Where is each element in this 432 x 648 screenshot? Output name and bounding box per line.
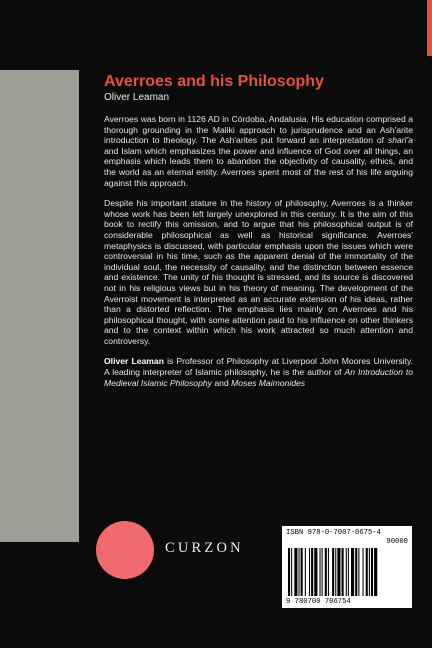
barcode-bar	[288, 548, 290, 596]
barcode-bar	[320, 548, 321, 596]
bio-work-2: Moses Maimonides	[231, 377, 306, 388]
barcode-bar	[299, 548, 300, 596]
blurb-paragraph-1	[104, 114, 413, 188]
barcode-bar	[301, 548, 303, 596]
book-title: Averroes and his Philosophy	[104, 73, 324, 90]
barcode-panel	[282, 526, 412, 608]
barcode-bar	[294, 548, 297, 596]
price-addon-digits: 90000	[386, 538, 408, 546]
barcode-bar	[374, 548, 377, 596]
barcode-bar	[346, 548, 347, 596]
blurb-p1-text-a: Averroes was born in 1126 AD in Córdoba, Andalusia. His education comprised a thorough grounding in the Maliki approach to jurisprudence and an Ash'arite introduction to theology. The Ash'arites put forward an interpretation of	[104, 114, 413, 146]
barcode-bar	[335, 548, 336, 596]
bio-work-1: An Introduction to Medieval Islamic Philosophy	[104, 367, 413, 388]
barcode-bar	[369, 548, 370, 596]
publisher-logo-circle-icon	[96, 521, 154, 579]
barcode-bar	[332, 548, 334, 596]
barcode-bar	[348, 548, 349, 596]
barcode-bar	[337, 548, 340, 596]
barcode-bar	[309, 548, 310, 596]
barcode-bar	[366, 548, 368, 596]
barcode-bar	[371, 548, 373, 596]
red-edge-strip	[427, 0, 432, 56]
back-cover-text	[104, 72, 413, 398]
barcode-bar	[355, 548, 357, 596]
barcode-bar	[328, 548, 329, 596]
book-author: Oliver Leaman	[104, 92, 170, 103]
bio-text-a: is Professor of Philosophy at Liverpool John Moores University. A leading interpreter of Islamic philosophy, he is the author of	[104, 356, 414, 378]
bio-text-b: and	[211, 377, 232, 388]
barcode-bar	[342, 548, 344, 596]
blurb-p1-text-b: and Islam which emphasizes the power and influence of God over all things, an emphasis which leads them to abandon the objectivity of causality, ethics, and the world as an eternal entity. Averroes spent most of the rest of his life arguing against this approach.	[104, 145, 413, 188]
isbn-text: ISBN 978-0-7007-0675-4	[286, 529, 381, 537]
barcode-bar	[363, 548, 364, 596]
publisher-name: CURZON	[165, 540, 244, 556]
bio-author-name: Oliver Leaman	[104, 356, 164, 367]
grey-side-band	[0, 70, 79, 542]
barcode-bar	[314, 548, 317, 596]
barcode-bar	[325, 548, 327, 596]
barcode-bar	[291, 548, 292, 596]
blurb-p1-term: sharī'a	[387, 135, 413, 146]
barcode-bar	[311, 548, 313, 596]
ean-digits: 9 780700 706754	[286, 598, 351, 606]
blurb-paragraph-2: Despite his important stature in the history of philosophy, Averroes is a thinker whose work has been left largely unexplored in this century. It is the aim of this book to rectify this omission, and to argue that his philosophical output is of considerable philosophical as well as historical significance. Averroes' metaphysics is discussed, with particular emphasis upon the issues which were controversial in his time, such as the apparent denial of the immortality of the individual soul, the necessity of causality, and the distinction between essence and existence. The unity of his thought is stressed, and its source is discovered not in his religious views but in his theory of meaning. The development of the Averroist movement is interpreted as an accurate extension of his ideas, rather than a distorted reflection. The emphasis lies mainly on Averroes and his philosophical thought, with some attention paid to his influence on other thinkers and to the context within which his work attracted so much attention and controversy.	[104, 198, 413, 346]
barcode-bar	[358, 548, 359, 596]
author-bio	[104, 356, 413, 388]
barcode-bars-icon	[288, 548, 406, 596]
barcode-bar	[322, 548, 323, 596]
barcode-bar	[305, 548, 306, 596]
barcode-bar	[351, 548, 354, 596]
